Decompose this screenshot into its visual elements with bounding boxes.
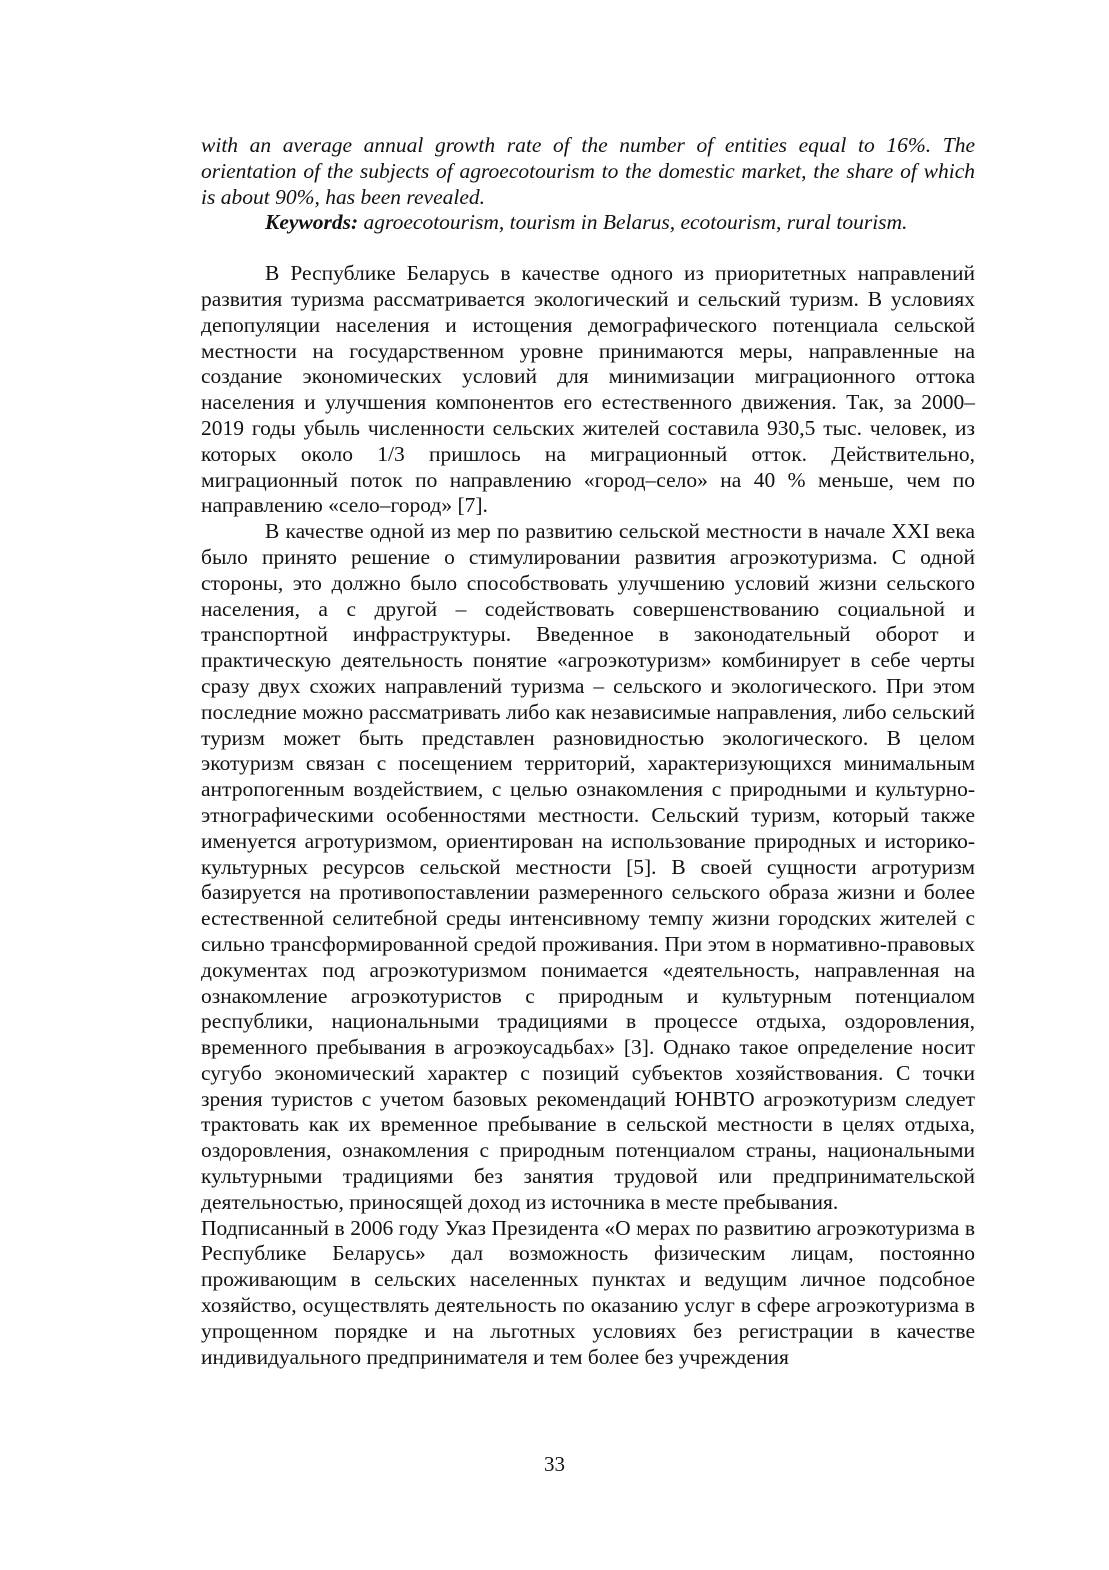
keywords-line: [201, 210, 975, 236]
keywords-text: agroecotourism, tourism in Belarus, ecotourism, rural tourism.: [358, 210, 908, 235]
body-paragraph-2: В качестве одной из мер по развитию сельской местности в начале XXI века было принято решение о стимулировании развития агроэкотуризма. С одной стороны, это должно было способствовать улучшению условий жизни сельского населения, а с другой – содействовать совершенствованию социальной и транспортной инфраструктуры. Введенное в законодательный оборот и практическую деятельность понятие «агроэкотуризм» комбинирует в себе черты сразу двух схожих направлений туризма – сельского и экологического. При этом последние можно рассматривать либо как независимые направления, либо сельский туризм может быть представлен разновидностью экологического. В целом экотуризм связан с посещением территорий, характеризующихся минимальным антропогенным воздействием, с целью ознакомления с природными и культурно-этнографическими особенностями местности. Сельский туризм, который также именуется агротуризмом, ориентирован на использование природных и историко-культурных ресурсов сельской местности [5]. В своей сущности агротуризм базируется на противопоставлении размеренного сельского образа жизни и более естественной селитебной среды интенсивному темпу жизни городских жителей с сильно трансформированной средой проживания. При этом в нормативно-правовых документах под агроэкотуризмом понимается «деятельность, направленная на ознакомление агроэкотуристов с природным и культурным потенциалом республики, национальными традициями в процессе отдыха, оздоровления, временного пребывания в агроэкоусадьбах» [3]. Однако такое определение носит сугубо экономический характер с позиций субъектов хозяйствования. С точки зрения туристов с учетом базовых рекомендаций ЮНВТО агроэкотуризм следует трактовать как их временное пребывание в сельской местности в целях отдыха, оздоровления, ознакомления с природным потенциалом страны, национальными культурными традициями без занятия трудовой или предпринимательской деятельностью, приносящей доход из источника в месте пребывания.: [201, 519, 975, 1214]
page-number: 33: [544, 1452, 565, 1476]
keywords-label: Keywords:: [265, 210, 359, 235]
body-paragraph-3: Подписанный в 2006 году Указ Президента «О мерах по развитию агроэкотуризма в Республике Беларусь» дал возможность физическим лицам, постоянно проживающим в сельских населенных пунктах и ведущим личное подсобное хозяйство, осуществлять деятельность по оказанию услуг в сфере агроэкотуризма в упрощенном порядке и на льготных условиях без регистрации в качестве индивидуального предпринимателя и тем более без учреждения: [201, 1215, 975, 1369]
body-paragraph-1: В Республике Беларусь в качестве одного из приоритетных направлений развития туризма рассматривается экологический и сельский туризм. В условиях депопуляции населения и истощения демографического потенциала сельской местности на государственном уровне принимаются меры, направленные на создание экономических условий для минимизации миграционного оттока населения и улучшения компонентов его естественного движения. Так, за 2000–2019 годы убыль численности сельских жителей составила 930,5 тыс. человек, из которых около 1/3 пришлось на миграционный отток. Действительно, миграционный поток по направлению «город–село» на 40 % меньше, чем по направлению «село–город» [7].: [201, 261, 975, 518]
page-content: [201, 133, 975, 1370]
abstract-english-text: with an average annual growth rate of the number of entities equal to 16%. The orientation of the subjects of agroecotourism to the domestic market, the share of which is about 90%, has been revealed.: [201, 133, 975, 209]
